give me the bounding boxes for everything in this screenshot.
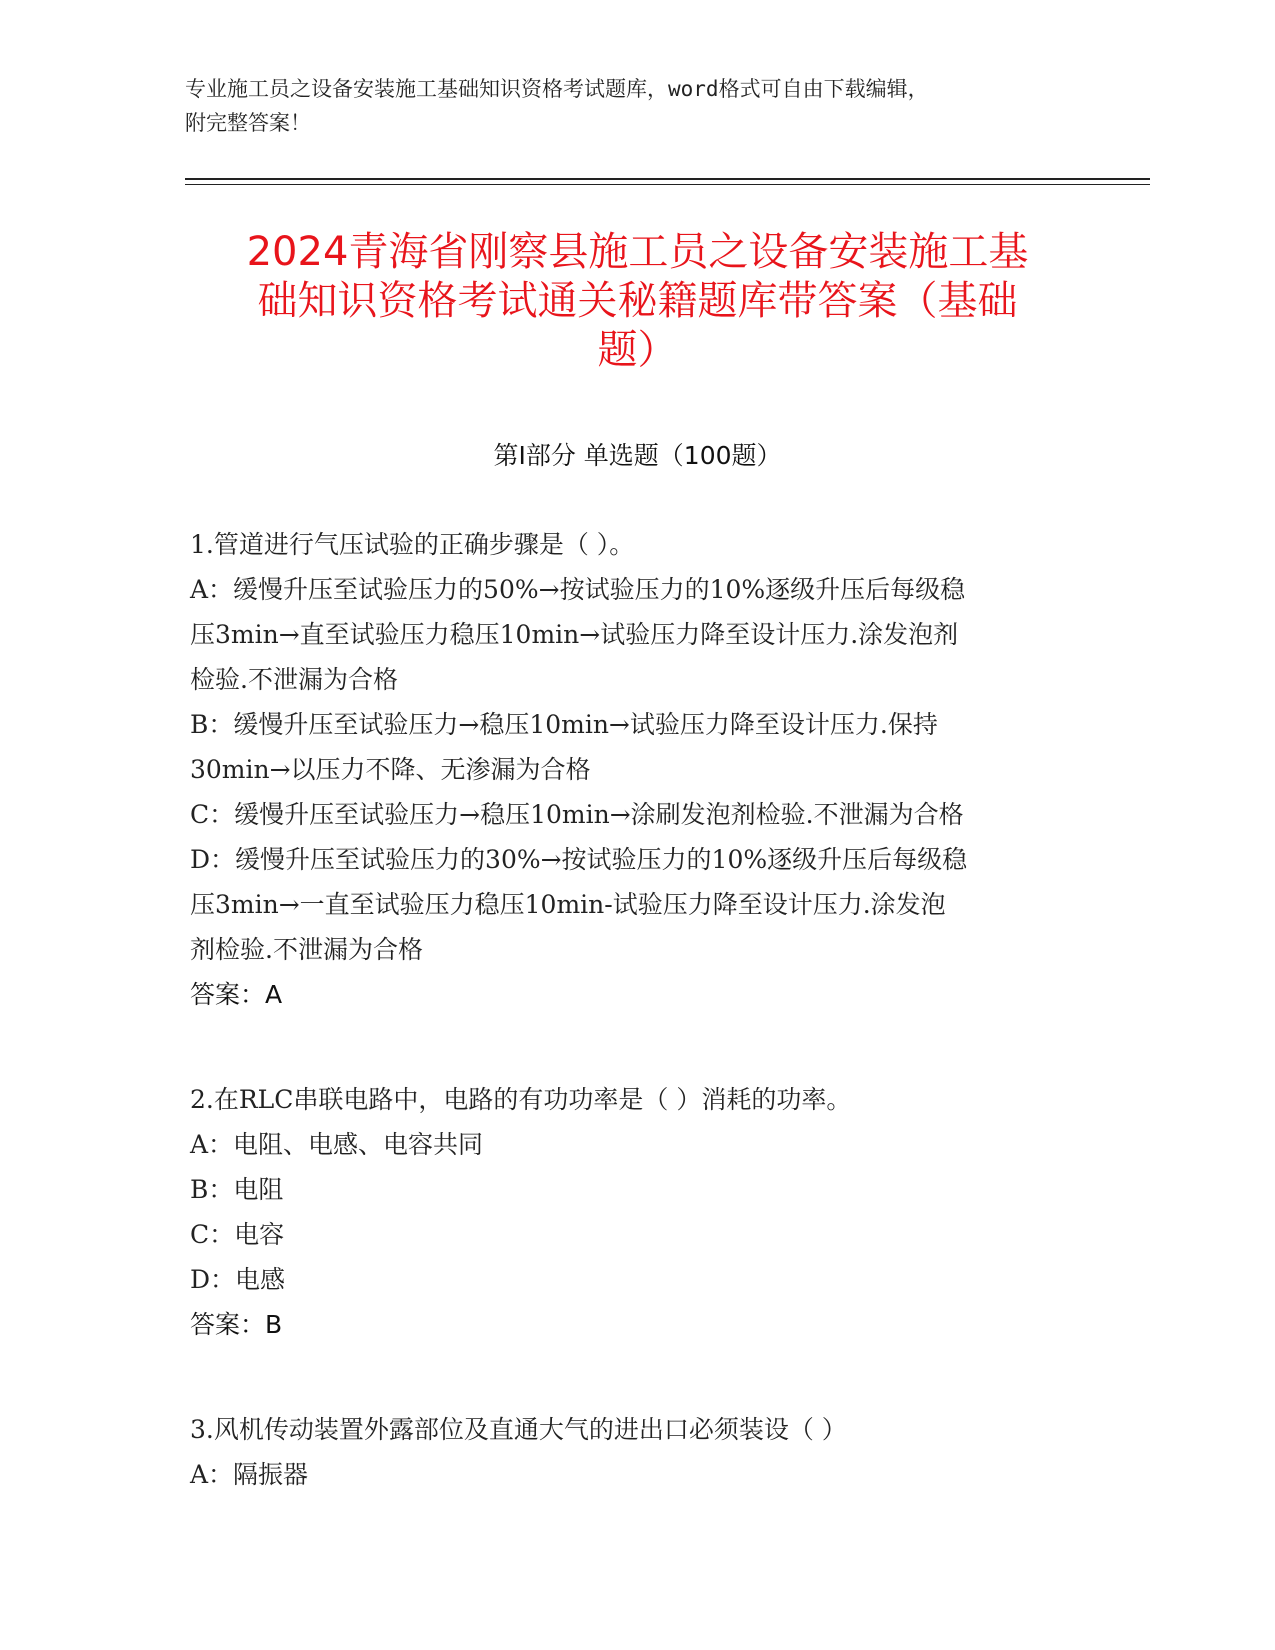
option-line: C：缓慢升压至试验压力→稳压10min→涂刷发泡剂检验.不泄漏为合格	[190, 800, 964, 829]
header-note-line-1: 专业施工员之设备安装施工基础知识资格考试题库，word格式可自由下载编辑，	[185, 77, 929, 101]
title-line-3: 题）	[597, 327, 678, 373]
option-line: D：电感	[190, 1265, 286, 1294]
document-title	[175, 228, 1100, 375]
option-line: 压3min→一直至试验压力稳压10min-试验压力降至设计压力.涂发泡	[190, 890, 946, 919]
option-line: A：缓慢升压至试验压力的50%→按试验压力的10%逐级升压后每级稳	[190, 575, 966, 604]
answer-option	[190, 1212, 1075, 1257]
answer-option	[190, 1122, 1075, 1167]
answer-option	[190, 792, 1075, 837]
question-block	[190, 1077, 1075, 1347]
answer-option	[190, 702, 1075, 792]
header-divider-thin	[185, 184, 1150, 185]
header-divider-thick	[185, 178, 1150, 180]
question-block	[190, 522, 1075, 1017]
option-line: 检验.不泄漏为合格	[190, 665, 398, 694]
header-note	[185, 72, 1085, 140]
option-line: A：隔振器	[190, 1460, 309, 1489]
section-heading: 第Ⅰ部分 单选题（100题）	[493, 441, 782, 470]
answer-key: 答案：A	[190, 980, 283, 1009]
title-line-1: 2024青海省刚察县施工员之设备安装施工基	[246, 229, 1029, 275]
option-line: B：缓慢升压至试验压力→稳压10min→试验压力降至设计压力.保持	[190, 710, 938, 739]
answer-option	[190, 1257, 1075, 1302]
answer-key: 答案：B	[190, 1310, 283, 1339]
option-line: 30min→以压力不降、无渗漏为合格	[190, 755, 591, 784]
question-spacer	[190, 1017, 1075, 1077]
question-spacer	[190, 1347, 1075, 1407]
option-line: C：电容	[190, 1220, 285, 1249]
header-note-line-2: 附完整答案！	[185, 111, 311, 135]
option-line: B：电阻	[190, 1175, 284, 1204]
option-line: 压3min→直至试验压力稳压10min→试验压力降至设计压力.涂发泡剂	[190, 620, 959, 649]
answer-option	[190, 1452, 1075, 1497]
question-stem: 1.管道进行气压试验的正确步骤是（ ）。	[190, 530, 635, 559]
question-stem: 2.在RLC串联电路中，电路的有功功率是（ ）消耗的功率。	[190, 1085, 852, 1114]
question-list	[190, 522, 1075, 1497]
title-line-2: 础知识资格考试通关秘籍题库带答案（基础	[257, 278, 1018, 324]
answer-option	[190, 1167, 1075, 1212]
question-stem: 3.风机传动装置外露部位及直通大气的进出口必须装设（ ）	[190, 1415, 847, 1444]
option-line: A：电阻、电感、电容共同	[190, 1130, 484, 1159]
question-block	[190, 1407, 1075, 1497]
answer-option	[190, 837, 1075, 972]
option-line: D：缓慢升压至试验压力的30%→按试验压力的10%逐级升压后每级稳	[190, 845, 968, 874]
answer-option	[190, 567, 1075, 702]
option-line: 剂检验.不泄漏为合格	[190, 935, 423, 964]
